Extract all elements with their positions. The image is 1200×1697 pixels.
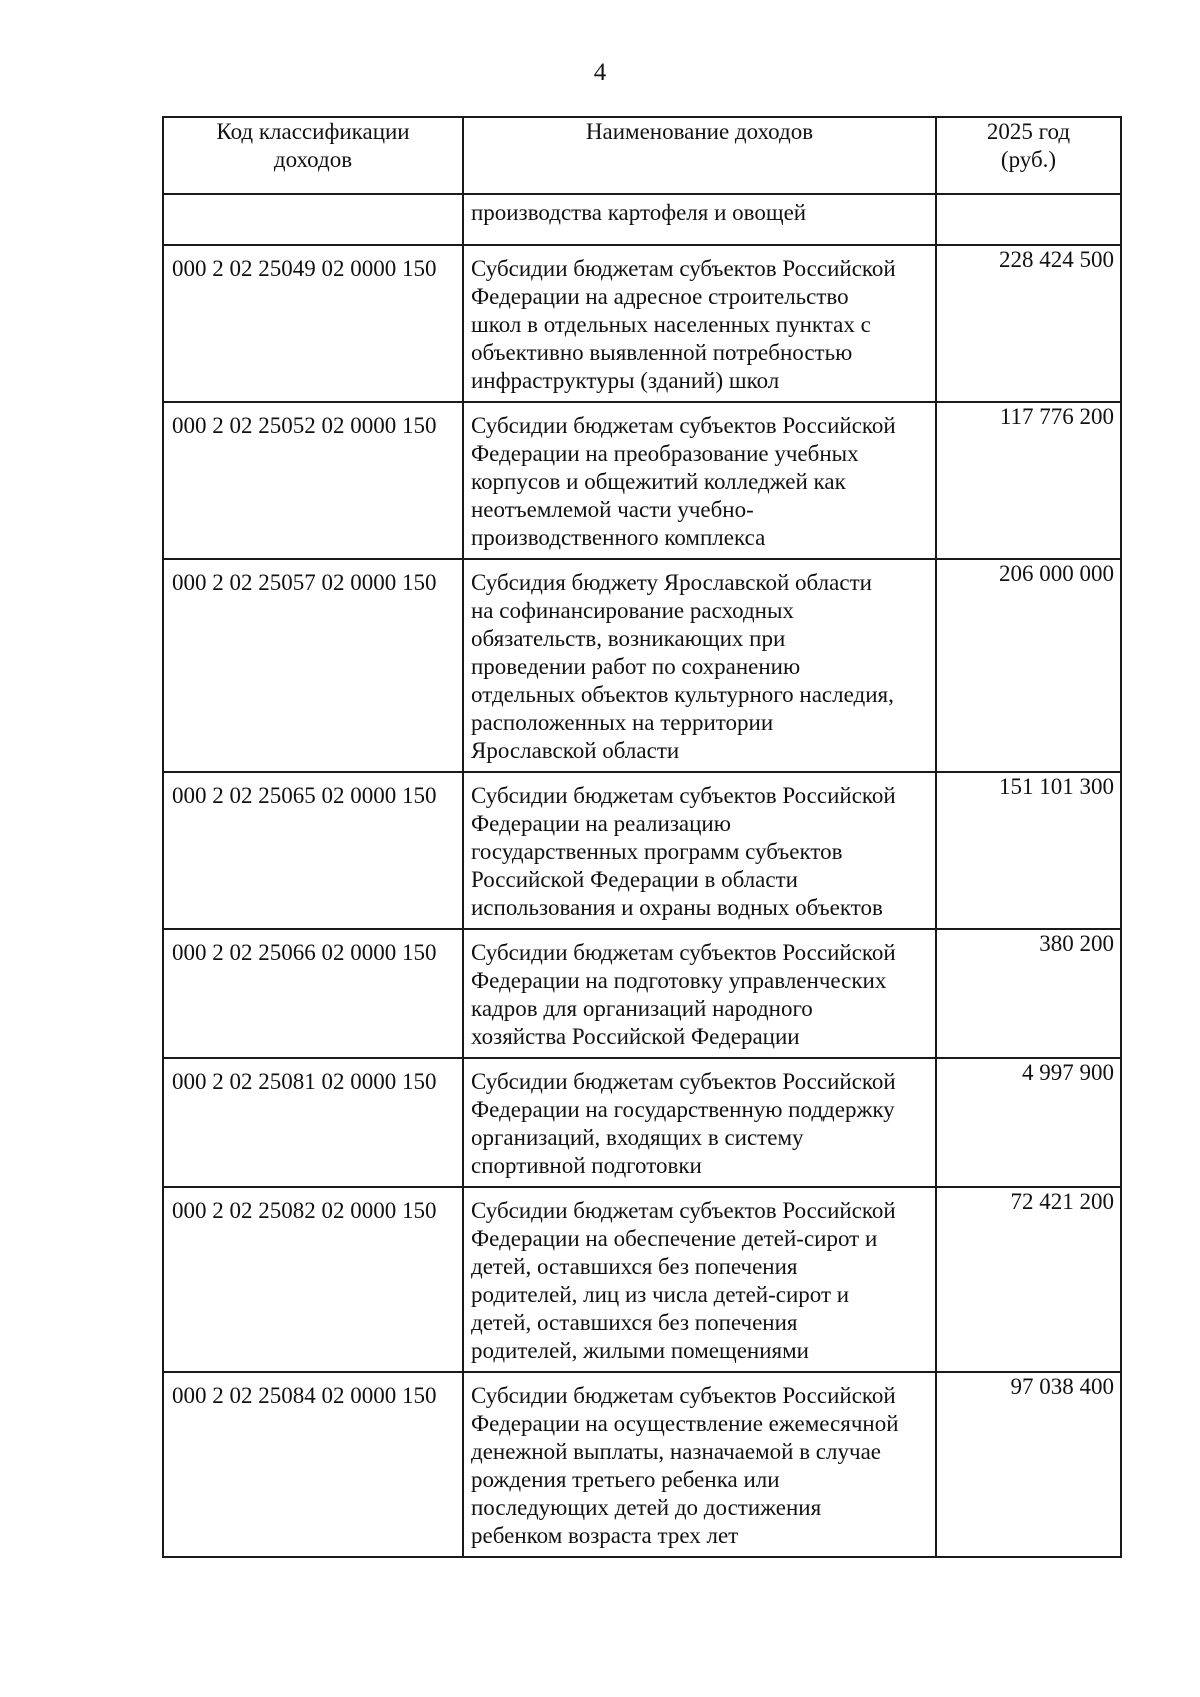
page-number: 4	[593, 59, 607, 86]
code-cell: 000 2 02 25082 02 0000 150	[163, 1187, 463, 1372]
name-line: денежной выплаты, назначаемой в случае	[471, 1439, 881, 1464]
name-line: детей, оставшихся без попечения	[471, 1254, 798, 1279]
name-line: Субсидии бюджетам субъектов Российской	[471, 783, 896, 808]
table-body	[163, 194, 1121, 1557]
name-line: Федерации на адресное строительство	[471, 284, 849, 309]
name-line: обязательств, возникающих при	[471, 626, 786, 651]
name-cell	[463, 402, 936, 559]
continuation-row	[163, 194, 1121, 245]
amount-cell: 151 101 300	[936, 772, 1121, 929]
name-cell	[463, 929, 936, 1058]
name-line: ребенком возраста трех лет	[471, 1523, 739, 1548]
name-line: неотъемлемой части учебно-	[471, 497, 754, 522]
name-line: детей, оставшихся без попечения	[471, 1310, 798, 1335]
name-line: на софинансирование расходных	[471, 598, 794, 623]
header-name-cell	[463, 117, 936, 194]
name-line: школ в отдельных населенных пунктах с	[471, 312, 871, 337]
name-line: Субсидии бюджетам субъектов Российской	[471, 1069, 896, 1094]
name-line: Федерации на подготовку управленческих	[471, 968, 887, 993]
name-line: рождения третьего ребенка или	[471, 1467, 780, 1492]
name-line: родителей, жилыми помещениями	[471, 1338, 809, 1363]
table-row	[163, 929, 1121, 1058]
name-line: Субсидии бюджетам субъектов Российской	[471, 940, 896, 965]
amount-cell: 117 776 200	[936, 402, 1121, 559]
amount-cell: 380 200	[936, 929, 1121, 1058]
header-row	[163, 117, 1121, 194]
amount-cell: 206 000 000	[936, 559, 1121, 772]
amount-cell: 228 424 500	[936, 245, 1121, 402]
name-line: Субсидии бюджетам субъектов Российской	[471, 1198, 896, 1223]
table-row	[163, 245, 1121, 402]
name-cell	[463, 194, 936, 245]
name-line: корпусов и общежитий колледжей как	[471, 469, 846, 494]
code-cell: 000 2 02 25052 02 0000 150	[163, 402, 463, 559]
code-cell: 000 2 02 25065 02 0000 150	[163, 772, 463, 929]
name-line: использования и охраны водных объектов	[471, 895, 883, 920]
name-line: спортивной подготовки	[471, 1153, 702, 1178]
name-line: хозяйства Российской Федерации	[471, 1024, 800, 1049]
revenue-table	[162, 116, 1122, 1558]
name-line: Российской Федерации в области	[471, 867, 798, 892]
table-row	[163, 1187, 1121, 1372]
code-cell: 000 2 02 25057 02 0000 150	[163, 559, 463, 772]
header-sum-line: (руб.)	[1000, 147, 1057, 172]
amount-cell	[936, 194, 1121, 245]
name-line: последующих детей до достижения	[471, 1495, 822, 1520]
name-line: Ярославской области	[471, 738, 680, 763]
name-line: производственного комплекса	[471, 525, 766, 550]
header-code-line: доходов	[273, 147, 353, 172]
name-line: родителей, лиц из числа детей-сирот и	[471, 1282, 850, 1307]
name-line: кадров для организаций народного	[471, 996, 813, 1021]
name-line: отдельных объектов культурного наследия,	[471, 682, 894, 707]
name-line: Субсидии бюджетам субъектов Российской	[471, 413, 896, 438]
code-cell: 000 2 02 25066 02 0000 150	[163, 929, 463, 1058]
name-line: производства картофеля и овощей	[471, 200, 807, 225]
table-row	[163, 402, 1121, 559]
header-code-cell	[163, 117, 463, 194]
table-row	[163, 559, 1121, 772]
table-row	[163, 1058, 1121, 1187]
name-cell	[463, 245, 936, 402]
name-cell	[463, 1372, 936, 1557]
name-cell	[463, 1058, 936, 1187]
table-row	[163, 1372, 1121, 1557]
name-line: Федерации на государственную поддержку	[471, 1097, 895, 1122]
amount-cell: 4 997 900	[936, 1058, 1121, 1187]
name-line: организаций, входящих в систему	[471, 1125, 804, 1150]
code-cell: 000 2 02 25049 02 0000 150	[163, 245, 463, 402]
name-line: Федерации на осуществление ежемесячной	[471, 1411, 899, 1436]
amount-cell: 72 421 200	[936, 1187, 1121, 1372]
name-line: инфраструктуры (зданий) школ	[471, 368, 780, 393]
name-line: Федерации на преобразование учебных	[471, 441, 859, 466]
name-line: расположенных на территории	[471, 710, 774, 735]
header-name-line: Наименование доходов	[585, 119, 814, 144]
name-line: Субсидии бюджетам субъектов Российской	[471, 1383, 896, 1408]
name-line: Федерации на реализацию	[471, 811, 731, 836]
table-row	[163, 772, 1121, 929]
name-line: Субсидии бюджетам субъектов Российской	[471, 256, 896, 281]
name-line: государственных программ субъектов	[471, 839, 843, 864]
name-line: Федерации на обеспечение детей-сирот и	[471, 1226, 878, 1251]
name-line: Субсидия бюджету Ярославской области	[471, 570, 872, 595]
name-line: объективно выявленной потребностью	[471, 340, 853, 365]
name-line: проведении работ по сохранению	[471, 654, 801, 679]
code-cell: 000 2 02 25081 02 0000 150	[163, 1058, 463, 1187]
code-cell: 000 2 02 25084 02 0000 150	[163, 1372, 463, 1557]
table-header	[163, 117, 1121, 194]
name-cell	[463, 772, 936, 929]
header-sum-line: 2025 год	[986, 119, 1071, 144]
header-code-line: Код классификации	[216, 119, 410, 144]
header-sum-cell	[936, 117, 1121, 194]
name-cell	[463, 559, 936, 772]
amount-cell: 97 038 400	[936, 1372, 1121, 1557]
name-cell	[463, 1187, 936, 1372]
code-cell	[163, 194, 463, 245]
